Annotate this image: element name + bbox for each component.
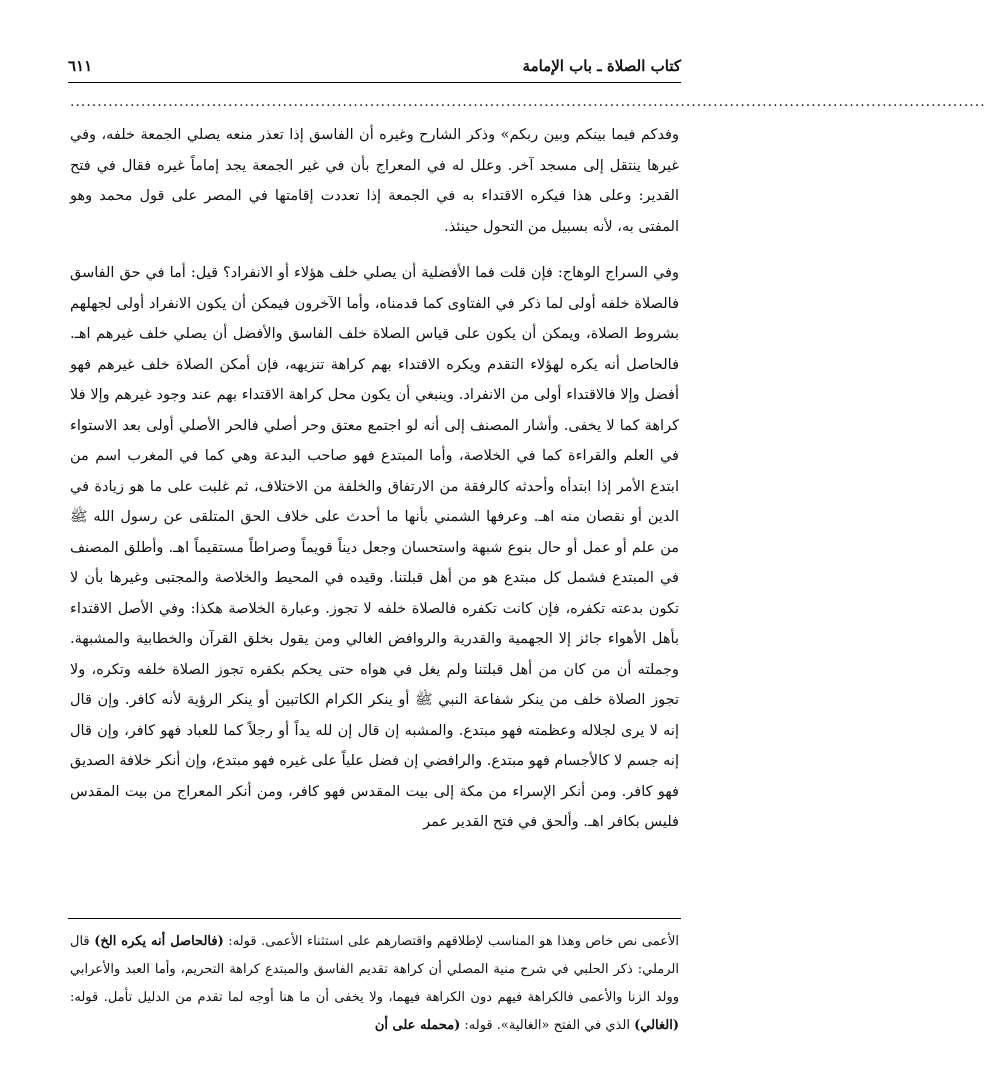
dotted-separator: ........................................................................................................................................................................ [70, 94, 986, 110]
footnote-paragraph [70, 928, 679, 1040]
footnote-keyword: (محمله على أن [374, 1018, 461, 1033]
footnote-text: الذي في الفتح «الغالية». قوله: [460, 1018, 635, 1033]
footnote-keyword: (فالحاصل أنه يكره الخ) [94, 934, 224, 949]
main-text [70, 120, 679, 838]
footnote-text: قال الرملي: ذكر الحلبي في شرح منية المصلي أن كراهة تقديم الفاسق والمبتدع كراهة التحريم، وأما العبد والأعرابي وولد الزنا والأعمى فالكراهة فيهم دون الكراهة فيهما، ولا يخفى أن ما هنا أوجه لما تقدم من الدليل تأمل. قوله: [70, 934, 679, 1005]
footnote-keyword: (الغالي) [634, 1018, 679, 1033]
paragraph: وفدكم فيما بينكم وبين ربكم» وذكر الشارح وغيره أن الفاسق إذا تعذر منعه يصلي الجمعة خلفه، وفي غيرها ينتقل إلى مسجد آخر. وعلل له في المعراج بأن في غير الجمعة يجد إماماً غيره فقال في فتح القدير: وعلى هذا فيكره الاقتداء به في الجمعة إذا تعددت إقامتها في المصر على قول محمد وهو المفتى به، لأنه بسبيل من التحول حينئذ. [70, 127, 679, 235]
paragraph: وفي السراج الوهاج: فإن قلت فما الأفضلية أن يصلي خلف هؤلاء أو الانفراد؟ قيل: أما في حق الفاسق فالصلاة خلفه أولى لما ذكر في الفتاوى كما قدمناه، وأما الآخرون فيمكن أن يكون الانفراد أولى لجهلهم بشروط الصلاة، ويمكن أن يكون على قياس الصلاة خلف الفاسق والأفضل أن يصلي خلف غيرهم اهـ. فالحاصل أنه يكره لهؤلاء التقدم ويكره الاقتداء بهم كراهة تنزيهه، فإن أمكن الصلاة خلف غيرهم فهو أفضل وإلا فالاقتداء أولى من الانفراد. وينبغي أن يكون محل كراهة الاقتداء بهم عند وجود غيرهم وإلا فلا كراهة كما لا يخفى. وأشار المصنف إلى أنه لو اجتمع معتق وحر أصلي فالحر الأصلي أولى بعد الاستواء في العلم والقراءة كما في الخلاصة، وأما المبتدع فهو صاحب البدعة وهي كما في المغرب اسم من ابتدع الأمر إذا ابتدأه وأحدثه كالرفقة من الارتفاق والخلفة من الاختلاف، ثم غلبت على ما هو زيادة في الدين أو نقصان منه اهـ. وعرفها الشمني بأنها ما أحدث على خلاف الحق المتلقى عن رسول الله ﷺ من علم أو عمل أو حال بنوع شبهة واستحسان وجعل ديناً قويماً وصراطاً مستقيماً اهـ. وأطلق المصنف في المبتدع فشمل كل مبتدع هو من أهل قبلتنا. وقيده في المحيط والخلاصة والمجتبى وغيرها بأن لا تكون بدعته تكفره، فإن كانت تكفره فالصلاة خلفه لا تجوز. وعبارة الخلاصة هكذا: وفي الأصل الاقتداء بأهل الأهواء جائز إلا الجهمية والقدرية والروافض الغالي ومن يقول بخلق القرآن والخطابية والمشبهة. وجملته أن من كان من أهل قبلتنا ولم يغل في هواه حتى يحكم بكفره تجوز الصلاة خلفه وتكره، ولا تجوز الصلاة خلف من ينكر شفاعة النبي ﷺ أو ينكر الكرام الكاتبين أو ينكر الرؤية لأنه كافر. وإن قال إنه لا يرى لجلاله وعظمته فهو مبتدع. والمشبه إن قال إن لله يداً أو رجلاً كما للعباد فهو كافر، وإن قال إنه جسم لا كالأجسام فهو مبتدع. والرافضي إن فضل علياً على غيره فهو مبتدع، وإن أنكر خلافة الصديق فهو كافر. ومن أنكر الإسراء من مكة إلى بيت المقدس فهو كافر، ومن أنكر المعراج من بيت المقدس فليس بكافر اهـ. وألحق في فتح القدير عمر [70, 265, 679, 830]
page-header [68, 52, 681, 80]
page-number: ٦١١ [68, 57, 93, 75]
footnote [70, 928, 679, 1040]
running-title: كتاب الصلاة ـ باب الإمامة [522, 57, 681, 75]
footnote-text: الأعمى نص خاص وهذا هو المناسب لإطلاقهم واقتصارهم على استثناء الأعمى. قوله: [223, 934, 679, 949]
footnote-rule [68, 918, 681, 919]
header-rule [68, 82, 681, 83]
